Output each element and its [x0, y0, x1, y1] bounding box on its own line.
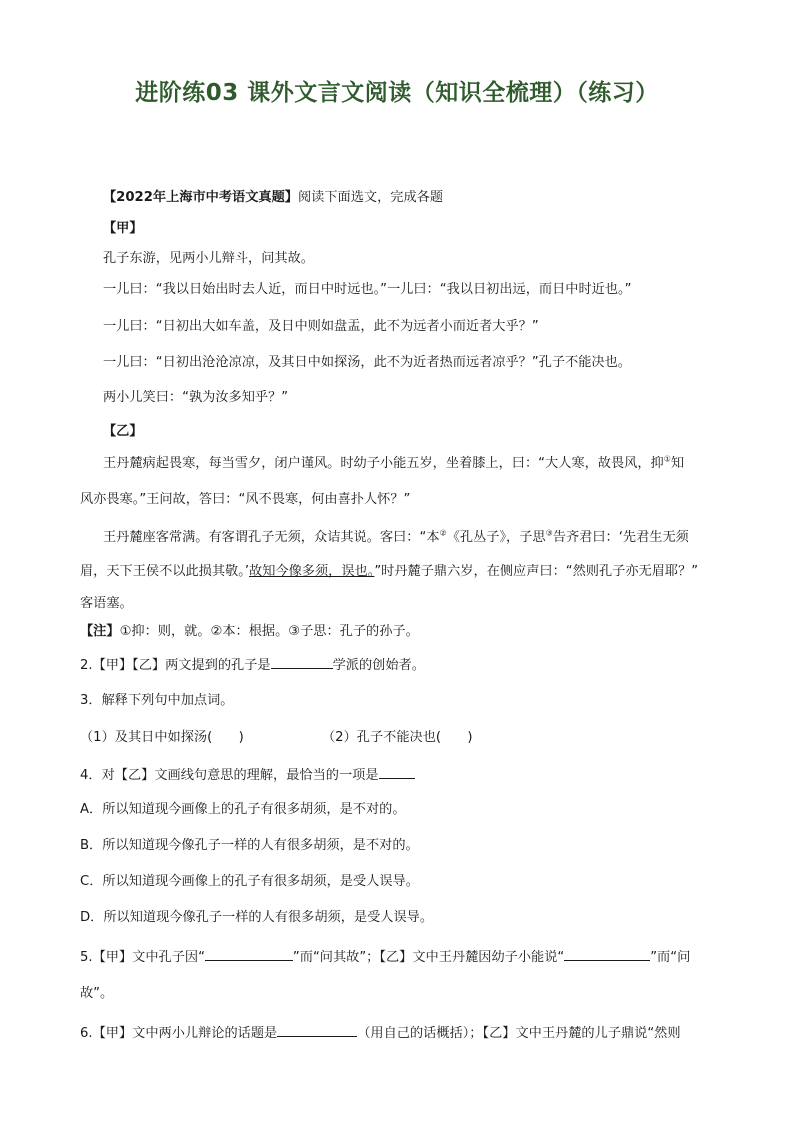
intro-line — [103, 188, 443, 208]
question-3-item-2: （2）孔子不能决也( ) — [322, 730, 473, 745]
instruction-text: 阅读下面选文，完成各题 — [297, 190, 444, 205]
answer-blank[interactable] — [564, 946, 650, 961]
jia-paragraph-4: 一儿曰：“日初出沧沧凉凉，及其日中如探汤，此不为近者热而远者凉乎？”孔子不能决也。 — [103, 355, 631, 370]
question-4: 4．对【乙】文画线句意思的理解，最恰当的一项是 — [80, 764, 415, 786]
note-line — [80, 622, 419, 642]
question-6: 6.【甲】文中两小儿辩论的话题是 （用自己的话概括）；【乙】文中王丹麓的儿子鼎说“然则 — [80, 1022, 681, 1044]
jia-paragraph-2: 一儿曰：“我以日始出时去人近，而日中时远也。”一儿曰：“我以日初出远，而日中时近也。” — [103, 282, 632, 297]
yi-label: 【乙】 — [103, 424, 143, 439]
option-d: D．所以知道现今像孔子一样的人有很多胡须，是受人误导。 — [80, 910, 434, 925]
question-5-continued: 故”。 — [80, 986, 114, 1001]
question-5: 5.【甲】文中孔子因“ ”而“问其故”；【乙】文中王丹麓因幼子小能说“ ”而“问 — [80, 946, 690, 968]
jia-label: 【甲】 — [103, 221, 143, 236]
option-a: A．所以知道现今画像上的孔子有很多胡须，是不对的。 — [80, 802, 406, 817]
option-b: B．所以知道现今像孔子一样的人有很多胡须，是不对的。 — [80, 838, 419, 853]
yi-paragraph-1a: 王丹麓病起畏寒，每当雪夕，闭户谨风。时幼子小能五岁，坐着膝上，曰：“大人寒，故畏风，抑①知 — [103, 454, 685, 471]
answer-blank[interactable] — [379, 764, 415, 779]
page-title: 进阶练03 课外文言文阅读（知识全梳理）（练习） — [135, 80, 659, 106]
yi-paragraph-2c: 客语塞。 — [80, 596, 133, 611]
question-2: 2.【甲】【乙】两文提到的孔子是 学派的创始者。 — [80, 654, 425, 676]
yi-paragraph-1b: 风亦畏寒。”王问故，答曰：“风不畏寒，何由喜扑人怀？” — [80, 492, 411, 507]
option-c: C．所以知道现今画像上的孔子有很多胡须，是受人误导。 — [80, 874, 419, 889]
source-label: 【2022年上海市中考语文真题】 — [103, 190, 298, 205]
yi-paragraph-2b: 眉，天下王侯不以此损其敬。’故知今像多须，误也。”时丹麓子鼎六岁，在侧应声曰：“然则孔子亦无眉耶？” — [80, 564, 699, 579]
underlined-sentence: 故知今像多须，误也。 — [249, 564, 375, 579]
question-3-item-1: （1）及其日中如探汤( ) — [80, 730, 244, 745]
yi-paragraph-2a: 王丹麓座客常满。有客谓孔子无须，众诘其说。客曰：“本②《孔丛子》，子思③告齐君曰：‘先君生无须 — [103, 528, 689, 545]
answer-blank[interactable] — [277, 1022, 357, 1037]
answer-blank[interactable] — [205, 946, 293, 961]
question-3: 3．解释下列句中加点词。 — [80, 693, 234, 708]
jia-paragraph-3: 一儿曰：“日初出大如车盖，及日中则如盘盂，此不为远者小而近者大乎？” — [103, 319, 539, 334]
answer-blank[interactable] — [271, 654, 333, 669]
jia-paragraph-5: 两小儿笑曰：“孰为汝多知乎？” — [103, 390, 289, 405]
note-text: ①抑：则，就。②本：根据。③子思：孔子的孙子。 — [119, 624, 419, 639]
note-label: 【注】 — [80, 624, 120, 639]
jia-paragraph-1: 孔子东游，见两小儿辩斗，问其故。 — [103, 251, 314, 266]
